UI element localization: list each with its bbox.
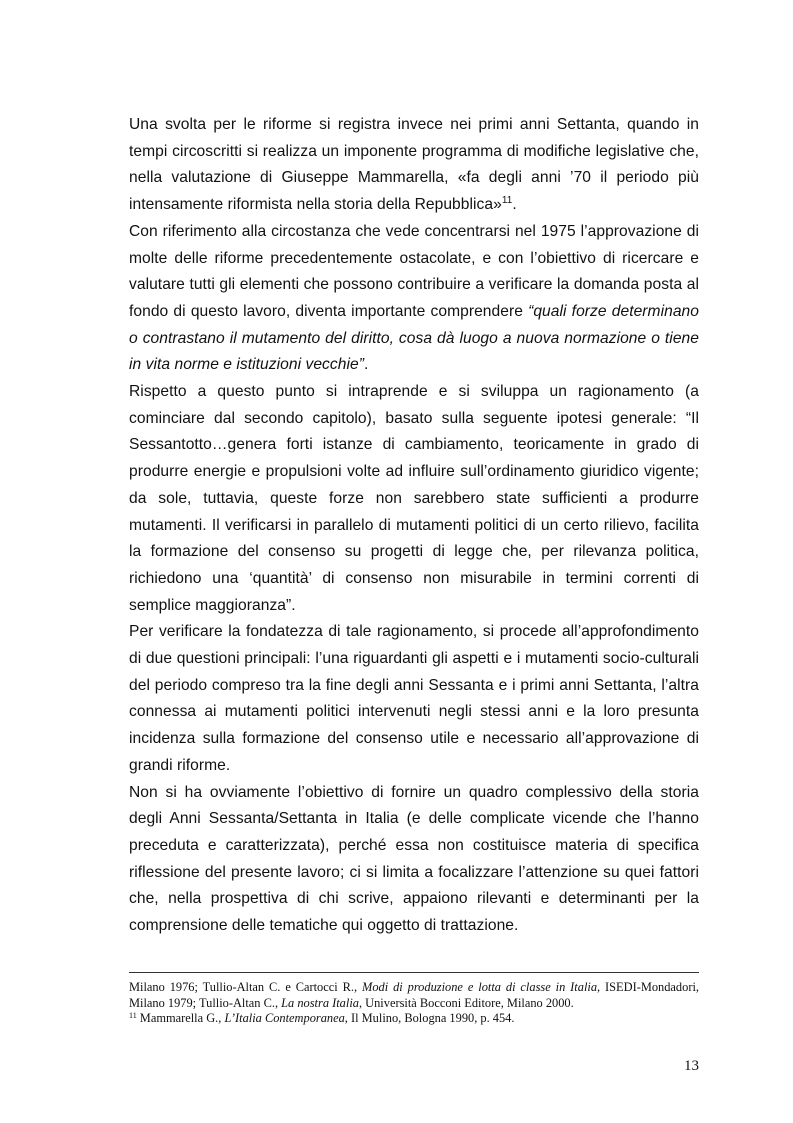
paragraph-4: Per verificare la fondatezza di tale ragionamento, si procede all’approfondimento di due questioni principali: l’una riguardanti gli aspetti e i mutamenti socio-culturali del periodo compreso tra la fine degli anni Sessanta e i primi anni Settanta, l’altra connessa ai mutamenti politici intervenuti negli stessi anni e la loro presunta incidenza sulla formazione del consenso utile e necessario all’approvazione di grandi riforme. <box>129 623 699 774</box>
quoted-question: “quali forze determinano o contrastano il mutamento del diritto, cosa dà luogo a nuova normazione o tiene in vita norme e istituzioni vecchie” <box>129 302 699 374</box>
footnote-continued: Milano 1976; Tullio-Altan C. e Cartocci R., Modi di produzione e lotta di classe in Italia, ISEDI-Mondadori, Milano 1979; Tullio-Altan C., La nostra Italia, Università Bocconi Editore, Milano 2000. <box>129 980 699 1010</box>
footnote-number: 11 <box>129 1011 137 1021</box>
paragraph-2: Con riferimento alla circostanza che vede concentrarsi nel 1975 l’approvazione di molte delle riforme precedentemente ostacolate, e con l’obiettivo di ricercare e valutare tutti gli elementi che possono contribuire a verificare la domanda posta al fondo di questo lavoro, diventa importante comprendere “quali forze determinano o contrastano il mutamento del diritto, cosa dà luogo a nuova normazione o tiene in vita norme e istituzioni vecchie”. <box>129 222 699 374</box>
footnote-separator <box>129 972 699 973</box>
paragraph-1: Una svolta per le riforme si registra invece nei primi anni Settanta, quando in tempi circoscritti si realizza un imponente programma di modifiche legislative che, nella valutazione di Giuseppe Mammarella, «fa degli anni ’70 il periodo più intensamente riformista nella storia della Repubblica»$^{11}$. <box>129 116 699 214</box>
page-number: 13 <box>684 1058 699 1074</box>
paragraph-3: Rispetto a questo punto si intraprende e si sviluppa un ragionamento (a cominciare dal secondo capitolo), basato sulla seguente ipotesi generale: “Il Sessantotto…genera forti istanze di cambiamento, teoricamente in grado di produrre energie e propulsioni volte ad influire sull’ordinamento giuridico vigente; da sole, tuttavia, queste forze non sarebbero state sufficienti a produrre mutamenti. Il verificarsi in parallelo di mutamenti politici di un certo rilievo, facilita la formazione del consenso su progetti di legge che, per rilevanza politica, richiedono una ‘quantità’ di consenso non misurabile in termini correnti di semplice maggioranza”. <box>129 383 699 614</box>
footnote-11: $^{11}$ Mammarella G., L’Italia Contemporanea, Il Mulino, Bologna 1990, p. 454. <box>129 1011 515 1026</box>
body-text <box>129 112 699 940</box>
paragraph-5: Non si ha ovviamente l’obiettivo di fornire un quadro complessivo della storia degli Anni Sessanta/Settanta in Italia (e delle complicate vicende che l’hanno preceduta e caratterizzata), perché essa non costituisce materia di specifica riflessione del presente lavoro; ci si limita a focalizzare l’attenzione su quei fattori che, nella prospettiva di chi scrive, appaiono rilevanti e determinanti per la comprensione delle tematiche qui oggetto di trattazione. <box>129 783 699 935</box>
footnote-ref-11[interactable]: 11 <box>501 195 513 207</box>
footnotes <box>129 980 699 1027</box>
